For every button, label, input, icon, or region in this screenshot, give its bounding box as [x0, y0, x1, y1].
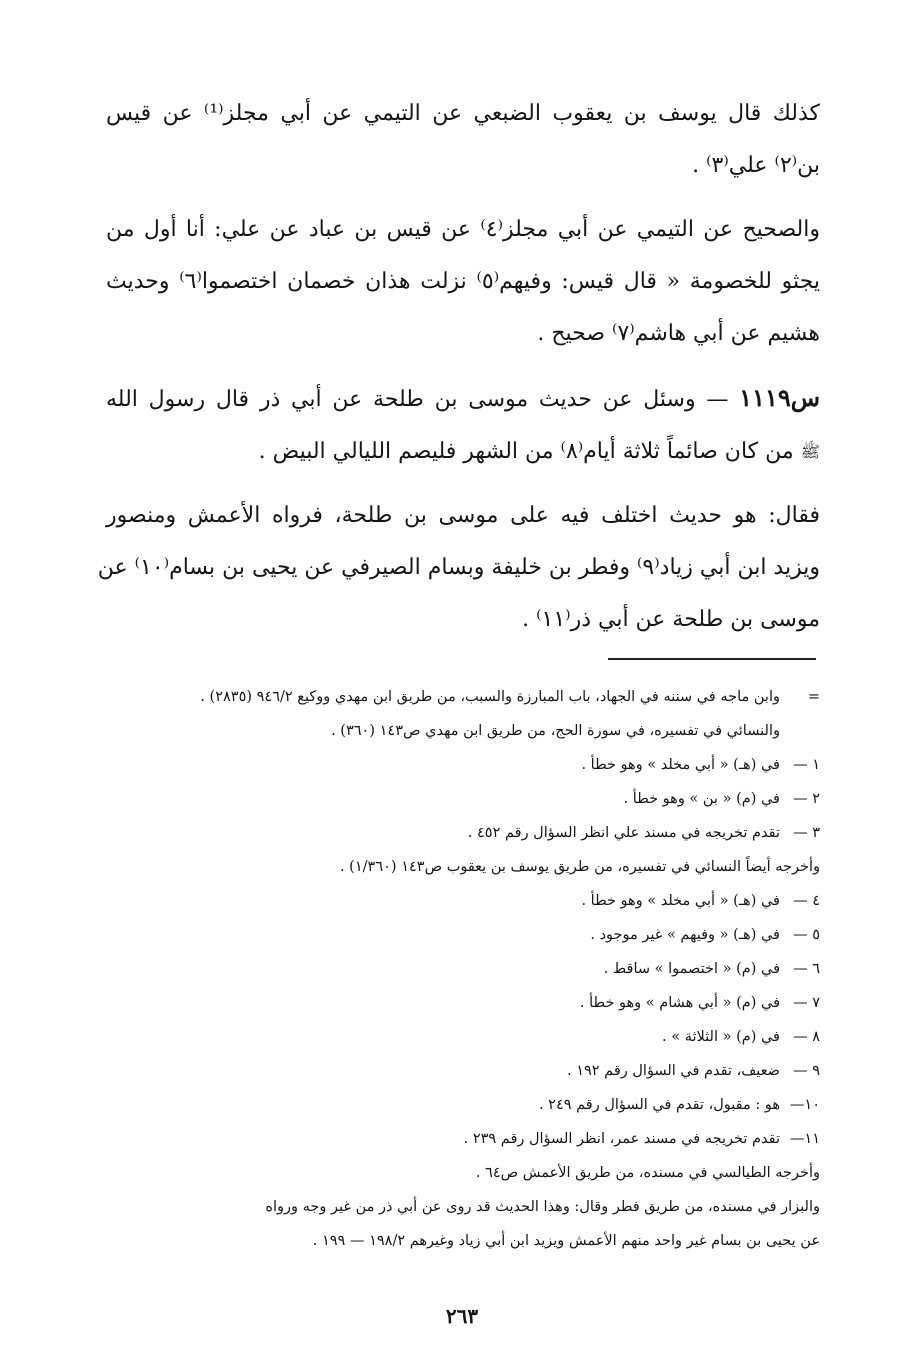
footnote-8 — [104, 1020, 820, 1054]
paragraph-1 — [106, 88, 820, 192]
paragraph-line: بن⁽٢⁾ علي⁽٣⁾ . — [692, 153, 820, 178]
question-text-cont: من كان صائماً ثلاثة أيام⁽٨⁾ من الشهر فليصم الليالي البيض . — [258, 439, 794, 464]
footnote-text: في (م) « اختصموا » ساقط . — [603, 961, 780, 977]
footnote-marker: ١١— — [789, 1131, 820, 1147]
footnote-text: تقدم تخريجه في مسند علي انظر السؤال رقم ٤٥٢ . — [467, 825, 780, 841]
paragraph-line: هشيم عن أبي هاشم⁽٧⁾ صحيح . — [537, 321, 820, 346]
footnote-1 — [104, 748, 820, 782]
footnote-marker: ٣ — — [793, 825, 820, 841]
footnote-3-continued — [104, 850, 820, 884]
footnote-text: وابن ماجه في سننه في الجهاد، باب المبارزة والسبب، من طريق ابن مهدي ووكيع ٩٤٦/٢ (٢٨٣٥) . — [200, 689, 780, 705]
paragraph-line: والصحيح عن التيمي عن أبي مجلز⁽٤⁾ عن قيس بن عباد عن علي: أنا أول من — [106, 217, 821, 242]
paragraph-line — [106, 372, 820, 426]
footnote-marker: ١ — — [793, 757, 820, 773]
footnote-text: في (هـ) « وفيهم » غير موجود . — [590, 927, 780, 943]
page-number: ٢٦٣ — [445, 1304, 479, 1328]
footnote-text: في (هـ) « أبي مخلد » وهو خطأ . — [581, 893, 780, 909]
footnote-continuation — [104, 680, 820, 714]
continuation-marker: = — [807, 689, 820, 705]
footnote-3 — [104, 816, 820, 850]
paragraph-line: فقال: هو حديث اختلف فيه على موسى بن طلحة، فرواه الأعمش ومنصور — [106, 503, 820, 528]
salla-glyph: ﷺ — [800, 442, 820, 461]
footnote-6 — [104, 952, 820, 986]
footnotes — [104, 680, 820, 1258]
main-text — [97, 88, 821, 658]
question-paragraph — [106, 372, 820, 478]
paragraph-line: كذلك قال يوسف بن يعقوب الضبعي عن التيمي عن أبي مجلز⁽¹⁾ عن قيس — [106, 101, 821, 126]
footnote-marker: ٤ — — [793, 893, 820, 909]
footnote-text: والبزار في مسنده، من طريق فطر وقال: وهذا الحديث قد روى عن أبي ذر من غير وجه ورواه — [265, 1199, 820, 1215]
footnote-11-continued — [104, 1224, 820, 1258]
footnote-marker: ١٠— — [789, 1097, 820, 1113]
footnote-2 — [104, 782, 820, 816]
footnote-text: في (م) « أبي هشام » وهو خطأ . — [579, 995, 780, 1011]
answer-paragraph — [97, 490, 820, 646]
footnote-7 — [104, 986, 820, 1020]
footnote-text: وأخرجه الطيالسي في مسنده، من طريق الأعمش ص٦٤ . — [475, 1165, 820, 1181]
paragraph-2 — [106, 204, 820, 360]
paragraph-line: ويزيد ابن أبي زياد⁽٩⁾ وفطر بن خليفة وبسام الصيرفي عن يحيى بن بسام⁽١٠⁾ عن — [97, 555, 820, 580]
footnote-text: في (م) « الثلاثة » . — [662, 1029, 780, 1045]
footnote-marker: ٦ — — [793, 961, 820, 977]
footnote-marker: ٧ — — [793, 995, 820, 1011]
question-number: س١١١٩ — [739, 383, 820, 412]
footnote-separator — [608, 658, 816, 660]
footnote-text: وأخرجه أيضاً النسائي في تفسيره، من طريق يوسف بن يعقوب ص١٤٣ (١/٣٦٠) . — [339, 859, 820, 875]
footnote-text: والنسائي في تفسيره، في سورة الحج، من طريق ابن مهدي ص١٤٣ (٣٦٠) . — [331, 723, 780, 739]
footnote-continuation — [104, 714, 820, 748]
footnote-marker: ٥ — — [793, 927, 820, 943]
footnote-text: هو : مقبول، تقدم في السؤال رقم ٢٤٩ . — [538, 1097, 780, 1113]
footnote-9 — [104, 1054, 820, 1088]
footnote-5 — [104, 918, 820, 952]
footnote-marker: ٨ — — [793, 1029, 820, 1045]
question-text: — وسئل عن حديث موسى بن طلحة عن أبي ذر قال رسول الله — [106, 387, 729, 412]
footnote-marker: ٢ — — [793, 791, 820, 807]
footnote-11-continued — [104, 1156, 820, 1190]
footnote-11-continued — [104, 1190, 820, 1224]
footnote-11 — [104, 1122, 820, 1156]
footnote-10 — [104, 1088, 820, 1122]
paragraph-line: يجثو للخصومة « قال قيس: وفيهم⁽٥⁾ نزلت هذان خصمان اختصموا⁽٦⁾ وحديث — [106, 269, 820, 294]
footnote-4 — [104, 884, 820, 918]
footnote-text: في (هـ) « أبي مخلد » وهو خطأ . — [581, 757, 780, 773]
paragraph-line — [106, 426, 820, 478]
footnote-text: تقدم تخريجه في مسند عمر، انظر السؤال رقم ٢٣٩ . — [463, 1131, 780, 1147]
footnote-text: عن يحيى بن بسام غير واحد منهم الأعمش ويزيد ابن أبي زياد وغيرهم ١٩٨/٢ — ١٩٩ . — [312, 1233, 820, 1249]
footnote-text: ضعيف، تقدم في السؤال رقم ١٩٢ . — [566, 1063, 780, 1079]
footnote-marker: ٩ — — [793, 1063, 820, 1079]
footnote-text: في (م) « بن » وهو خطأ . — [623, 791, 780, 807]
paragraph-line: موسى بن طلحة عن أبي ذر⁽١١⁾ . — [522, 607, 820, 632]
